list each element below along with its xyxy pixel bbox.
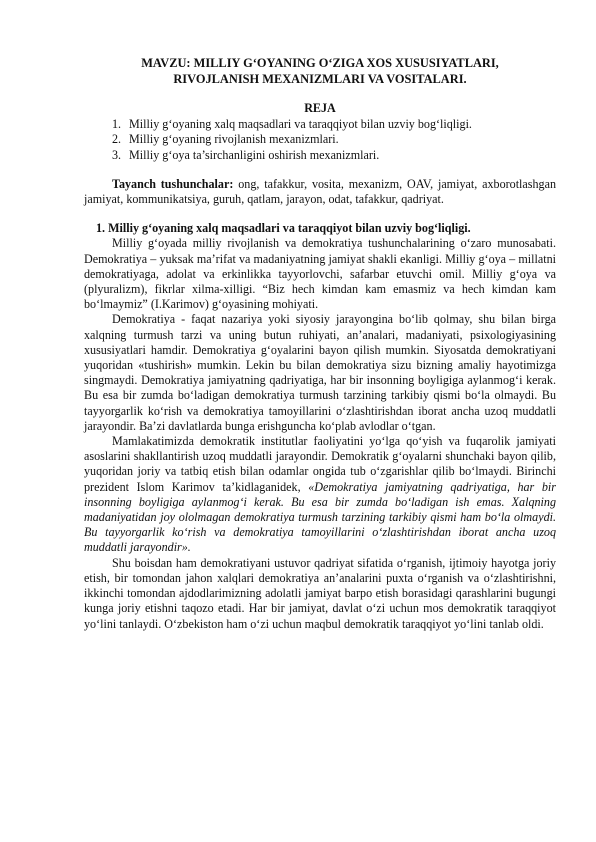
reja-heading: REJA	[304, 101, 336, 115]
key-concepts-text: ong, tafakkur, vosita, mexanizm, OAV, jamiyat, axborotlashgan jamiyat, kommunikatsiya, guruh, qatlam, jarayon, odat, tafakkur, qadriyat.	[84, 176, 557, 207]
title-line-2: RIVOJLANISH MEXANIZMLARI VA VOSITALARI.	[173, 72, 467, 86]
body-paragraph-1: Milliy g‘oyada milliy rivojlanish va demokratiya tushunchalarining o‘zaro munosabati. Demokratiya – yuksak ma’rifat va madaniyatning jamiyat shakli ekanligi. Milliy g‘oya – millatni demokratiyaga, adolat va erkinlikka tayyorlovchi, safarbar etuvchi omil. Milliy g‘oya va (plyuralizm), fikrlar xilma-xilligi. “Biz hech kimdan kam emasmiz va hech kimdan kam bo‘lmaymiz” (I.Karimov) g‘oyasining mohiyati.	[84, 236, 556, 312]
reja-item-text: Milliy g‘oyaning rivojlanish mexanizmlari.	[129, 132, 339, 147]
body-paragraph-4: Shu boisdan ham demokratiyani ustuvor qadriyat sifatida o‘rganish, ijtimoiy hayotga joriy etish, bir tomondan jahon xalqlari demokratiya an’analarini puxta o‘rganish va o‘zlashtirishni, ikkinchi tomondan ajdodlarimizning adolatli jamiyat barpo etish borasidagi qarashlarini bugungi kunga joriy etishni taqozo etadi. Har bir jamiyat, davlat o‘zi uchun mos demokratik taraqqiyot yo‘lini tanlaydi. O‘zbekiston ham o‘zi uchun maqbul demokratik taraqqiyot yo‘lini tanlab oldi.	[84, 555, 556, 631]
body-paragraph-2: Demokratiya - faqat nazariya yoki siyosiy jarayongina bo‘lib qolmay, shu bilan birga xalqning turmush tarzi va uning butun ruhiyati, an’analari, madaniyati, psixologiyasining xususiyatlari hamdir. Demokratiya g‘oyalarini bayon qilish mumkin. Siyosatda demokratiyani yuqoridan «tushirish» mumkin. Lekin bu bilan demokratiya sizu bizning amaliy hayotimizga singmaydi. Demokratiya jamiyatning qadriyatiga, har bir insonning boyligiga aylanmog‘i kerak. Bu esa bir zumda bo‘ladigan demokratiya turmush tarzining tarkibiy qismi bo‘la olmaydi. Bu tayyorgarlik ko‘rish va demokratiya tamoyillarini o‘zlashtirishdan iborat ancha uzoq muddatli jarayondir. Ba’zi davlatlarda bunga erishguncha ko‘plab avlodlar o‘tgan.	[84, 312, 556, 433]
reja-item-number: 1.	[112, 117, 122, 132]
reja-item-text: Milliy g‘oyaning xalq maqsadlari va taraqqiyot bilan uzviy bog‘liqligi.	[129, 117, 472, 132]
reja-list	[84, 117, 556, 163]
reja-item	[112, 132, 556, 147]
reja-item	[112, 148, 556, 163]
section-heading: 1. Milliy g‘oyaning xalq maqsadlari va taraqqiyot bilan uzviy bog‘liqligi.	[96, 221, 471, 236]
title-line-1: MAVZU: MILLIY G‘OYANING O‘ZIGA XOS XUSUSIYATLARI,	[141, 56, 499, 70]
reja-item-text: Milliy g‘oya ta’sirchanligini oshirish mexanizmlari.	[129, 147, 380, 162]
paragraph-3-text: Mamlakatimizda demokratik institutlar faoliyatini yo‘lga qo‘yish va fuqarolik jamiyati asoslarini shakllantirish uzoq muddatli jarayondir. Demokratik g‘oyalarni shunchaki bayon qilib, yuqoridan joriy va tatbiq etish bilan odamlar ongida tub o‘zgarishlar qilib bo‘lmaydi. Birinchi prezident Islom Karimov ta’kidlaganidek,	[84, 434, 556, 494]
key-concepts-label: Tayanch tushunchalar:	[112, 176, 234, 191]
key-concepts-paragraph	[84, 177, 556, 207]
karimov-quote: «Demokratiya jamiyatning qadriyatiga, har bir insonning boyligiga aylanmog‘i kerak. Bu esa bir zumda bo‘ladigan ish emas. Xalqning madaniyatidan joy ololmagan demokratiya turmush tarzining tarkibiy qismi ham bo‘la olmaydi. Bu tayyorgarlik ko‘rish va demokratiya tamoyillarini o‘zlashtirishdan iborat ancha uzoq muddatli jarayondir».	[84, 479, 556, 555]
document-page	[84, 55, 556, 632]
reja-item-number: 2.	[112, 132, 122, 147]
body-paragraph-3	[84, 434, 556, 556]
document-title	[84, 55, 556, 87]
reja-item	[112, 117, 556, 132]
reja-item-number: 3.	[112, 147, 122, 162]
